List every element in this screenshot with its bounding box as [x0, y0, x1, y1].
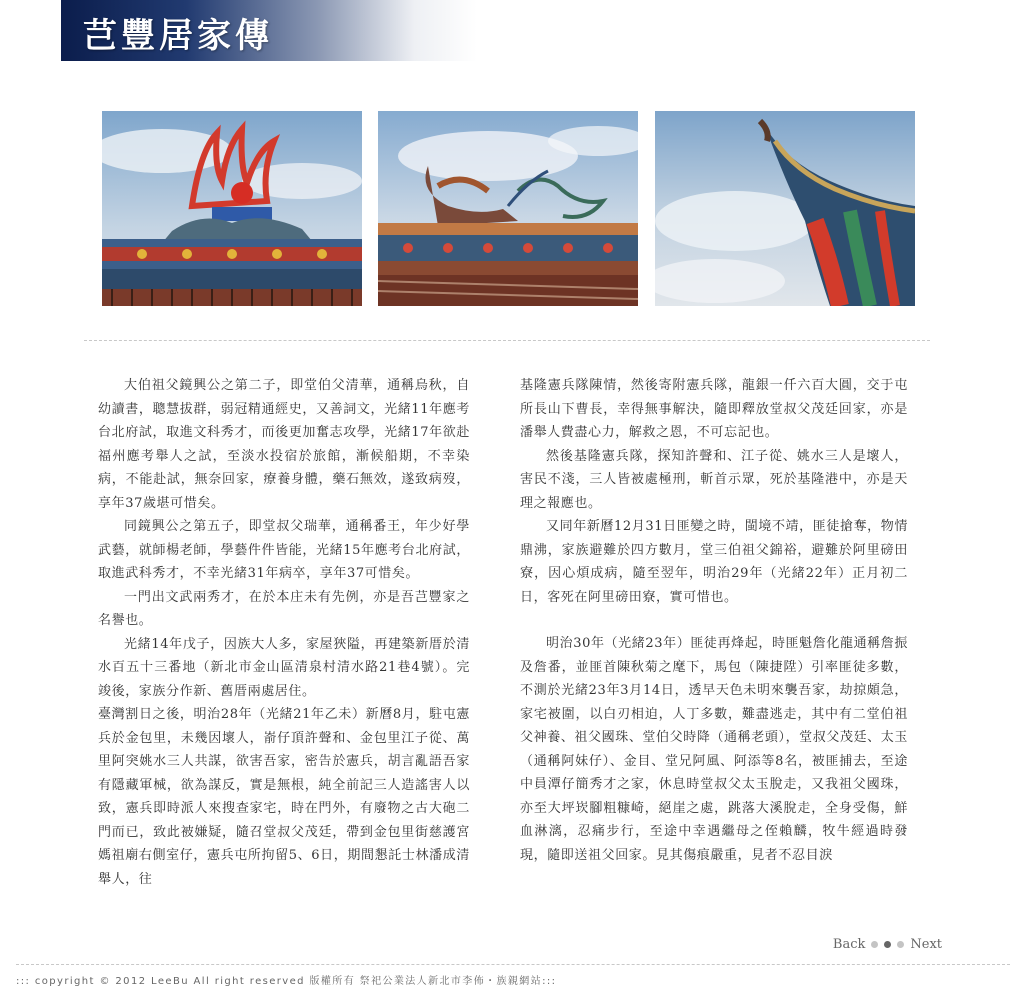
paragraph: 臺灣割日之後，明治28年（光緒21年乙未）新曆8月，駐屯憲兵於金包里，未幾因壞人，嵛仔頂許聲和、金包里江子從、萬里阿突姚水三人共謀，欲害吾家，密告於憲兵，胡言亂語吾家有隱藏軍械，欲為謀反，實是無根，純全前記三人造謠害人以致，憲兵即時派人來搜查家宅，時在門外，有廢物之古大砲二門而已，致此被嫌疑，隨召堂叔父茂廷，帶到金包里街慈護宮媽祖廟右側室仔，憲兵屯所拘留5、6日，期間懇託士林潘成清舉人，往 [98, 707, 470, 887]
paragraph: 然後基隆憲兵隊，探知許聲和、江子從、姚水三人是壞人，害民不淺，三人皆被處極刑，斬首示眾，死於基隆港中，亦是天理之報應也。 [520, 448, 908, 511]
page-dot-1[interactable] [871, 941, 878, 948]
title-banner [61, 0, 477, 61]
page-dot-3[interactable] [897, 941, 904, 948]
page-title: 芑豐居家傳 [83, 16, 273, 56]
paragraph: 同鏡興公之第五子，即堂叔父瑞華，通稱番王，年少好學武藝，就師楊老師，學藝件件皆能，光緒15年應考台北府試，取進武科秀才，不幸光緒31年病卒，享年37可惜矣。 [98, 519, 470, 581]
paragraph: 又同年新曆12月31日匪變之時，閩境不靖，匪徒搶奪，物情鼎沸，家族避難於四方數月，堂三伯祖父錦裕，避難於阿里磅田寮，因心煩成病，隨至翌年，明治29年（光緒22年）正月初二日，客死在阿里磅田寮，實可惜也。 [520, 519, 908, 605]
pagination [833, 937, 942, 952]
page-dot-2-active[interactable] [884, 941, 891, 948]
paragraph: 大伯祖父鏡興公之第二子，即堂伯父清華，通稱烏秋，自幼讀書，聰慧拔群，弱冠精通經史，又善詞文，光緒11年應考台北府試，取進文科秀才，而後更加奮志攻學，光緒17年欲赴福州應考舉人之試，至淡水投宿於旅館，漸候船期，不幸染病，不能赴試，無奈回家，療養身體，藥石無效，遂致病歿，享年37歲堪可惜矣。 [98, 378, 470, 511]
paragraph: 一門出文武兩秀才，在於本庄未有先例，亦是吾芑豐家之名譽也。 [98, 589, 470, 628]
paragraph: 明治30年（光緒23年）匪徒再烽起，時匪魁詹化龍通稱詹振及詹番，並匪首陳秋菊之麾下，馬包（陳捷陞）引率匪徒多數，不測於光緒23年3月14日，透早天色未明來襲吾家，劫掠頗急，家宅被圍，以白刃相迫，人丁多數，難盡逃走，其中有二堂伯祖父神養、祖父國珠、堂伯父時降（通稱老頭），堂叔父茂廷、太玉（通稱阿妹仔）、金目、堂兄阿風、阿添等8名，被匪捕去，至途中員潭仔簡秀才之家，休息時堂叔父太玉脫走，又我祖父國珠，亦至大坪崁腳粗糠崎，絕崖之處，跳落大溪脫走，全身受傷，鮮血淋漓，忍痛步行，至途中幸遇繼母之侄賴麟，牧牛經過時發現，隨即送祖父回家。見其傷痕嚴重，見者不忍目淚 [520, 636, 908, 863]
article-column-right [520, 374, 908, 867]
back-link[interactable]: Back [832, 937, 866, 952]
next-link[interactable]: Next [910, 937, 942, 952]
temple-eave-swallowtail-photo [655, 111, 915, 306]
paragraph: 光緒14年戊子，因族大人多，家屋狹隘，再建築新厝於清水百五十三番地（新北市金山區清泉村清水路21巷4號）。完竣後，家族分作新、舊厝兩處居住。 [98, 636, 470, 699]
article-column-left [98, 374, 470, 891]
temple-roof-dragon-ornament-photo [378, 111, 638, 306]
footer-divider [16, 964, 1010, 965]
content-divider [84, 340, 930, 341]
paragraph: 基隆憲兵隊陳情，然後寄附憲兵隊，龍銀一仟六百大圓，交于屯所長山下曹長，幸得無事解決，隨即釋放堂叔父茂廷回家，亦是潘舉人費盡心力，解救之恩，不可忘記也。 [520, 378, 908, 440]
temple-roof-flame-ornament-photo [102, 111, 362, 306]
footer-copyright: ::: copyright © 2012 LeeBu All right reserved 版權所有 祭祀公業法人新北市李佈・族親網站::: [16, 976, 557, 987]
